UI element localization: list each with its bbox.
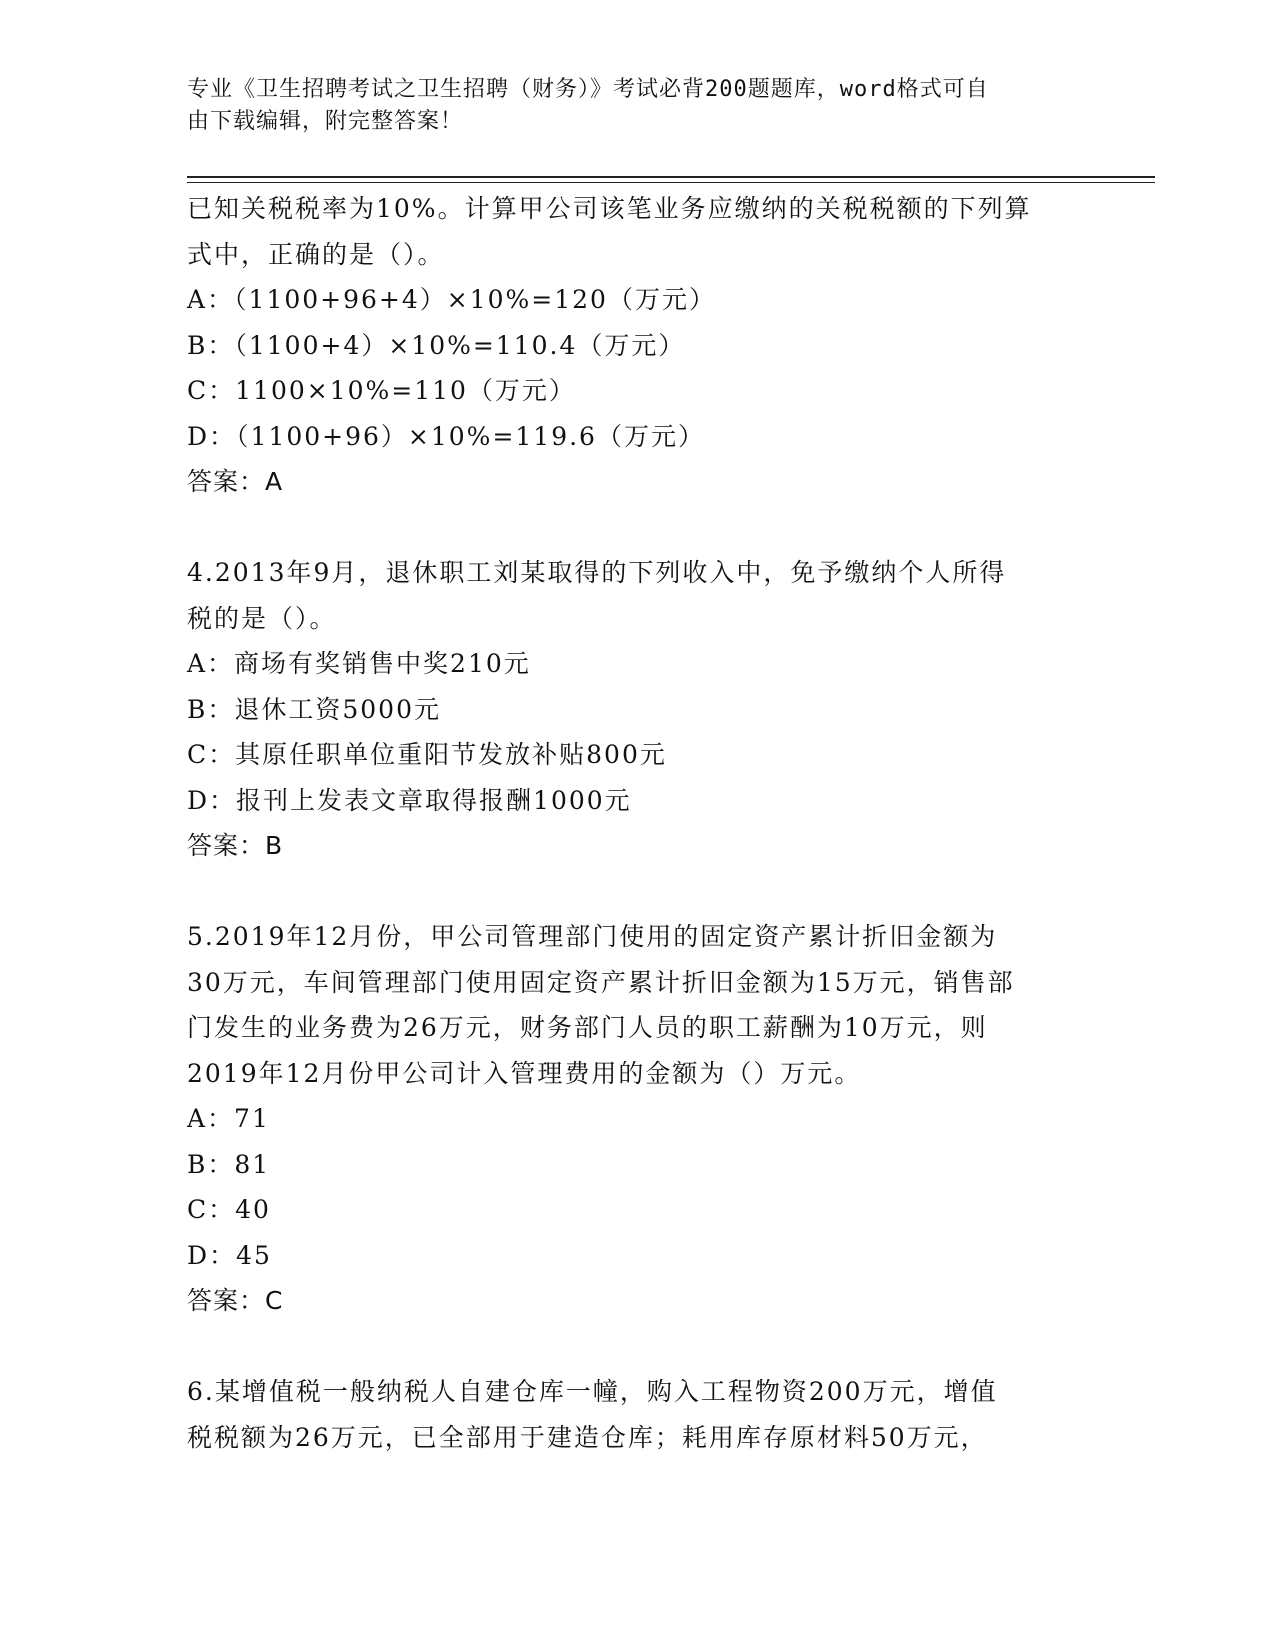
- option-c: C：其原任职单位重阳节发放补贴800元: [187, 740, 667, 769]
- question-stem: 已知关税税率为10%。计算甲公司该笔业务应缴纳的关税税额的下列算: [187, 194, 1032, 223]
- question-stem: 30万元，车间管理部门使用固定资产累计折旧金额为15万元，销售部: [187, 967, 1015, 997]
- answer: 答案：A: [187, 467, 284, 496]
- answer: 答案：C: [187, 1286, 284, 1315]
- option-d: D：报刊上发表文章取得报酬1000元: [187, 785, 632, 815]
- header-line-1: 专业《卫生招聘考试之卫生招聘（财务）》考试必背200题题库，word格式可自: [187, 77, 989, 102]
- question-stem: 税税额为26万元，已全部用于建造仓库；耗用库存原材料50万元，: [187, 1422, 988, 1452]
- question-stem: 门发生的业务费为26万元，财务部门人员的职工薪酬为10万元，则: [187, 1013, 988, 1042]
- question-stem: 2019年12月份甲公司计入管理费用的金额为（）万元。: [187, 1058, 862, 1088]
- question-stem: 税的是（）。: [187, 603, 337, 633]
- question-stem: 式中，正确的是（）。: [187, 239, 445, 269]
- option-b: B：81: [187, 1149, 271, 1179]
- option-c: C：1100×10%=110（万元）: [187, 376, 576, 405]
- option-a: A：71: [187, 1104, 270, 1133]
- question-4: [187, 550, 1087, 869]
- question-3: [187, 186, 1087, 505]
- answer: 答案：B: [187, 831, 284, 860]
- option-b: B：退休工资5000元: [187, 694, 441, 724]
- question-6: [187, 1369, 1087, 1460]
- option-a: A：（1100+96+4）×10%=120（万元）: [187, 285, 716, 314]
- header-rule-thick: [187, 176, 1155, 178]
- option-d: D：（1100+96）×10%=119.6（万元）: [187, 421, 705, 451]
- question-5: [187, 914, 1087, 1324]
- option-b: B：（1100+4）×10%=110.4（万元）: [187, 330, 686, 360]
- option-a: A：商场有奖销售中奖210元: [187, 649, 531, 678]
- option-d: D：45: [187, 1240, 272, 1270]
- question-list: [187, 186, 1087, 1460]
- header-line-2: 由下载编辑，附完整答案！: [187, 109, 464, 134]
- document-header: [187, 74, 1067, 138]
- question-stem: 5.2019年12月份，甲公司管理部门使用的固定资产累计折旧金额为: [187, 922, 998, 951]
- question-stem: 6.某增值税一般纳税人自建仓库一幢，购入工程物资200万元，增值: [187, 1377, 998, 1406]
- header-rule-thin: [187, 182, 1155, 183]
- question-stem: 4.2013年9月，退休职工刘某取得的下列收入中，免予缴纳个人所得: [187, 558, 1007, 587]
- option-c: C：40: [187, 1195, 271, 1224]
